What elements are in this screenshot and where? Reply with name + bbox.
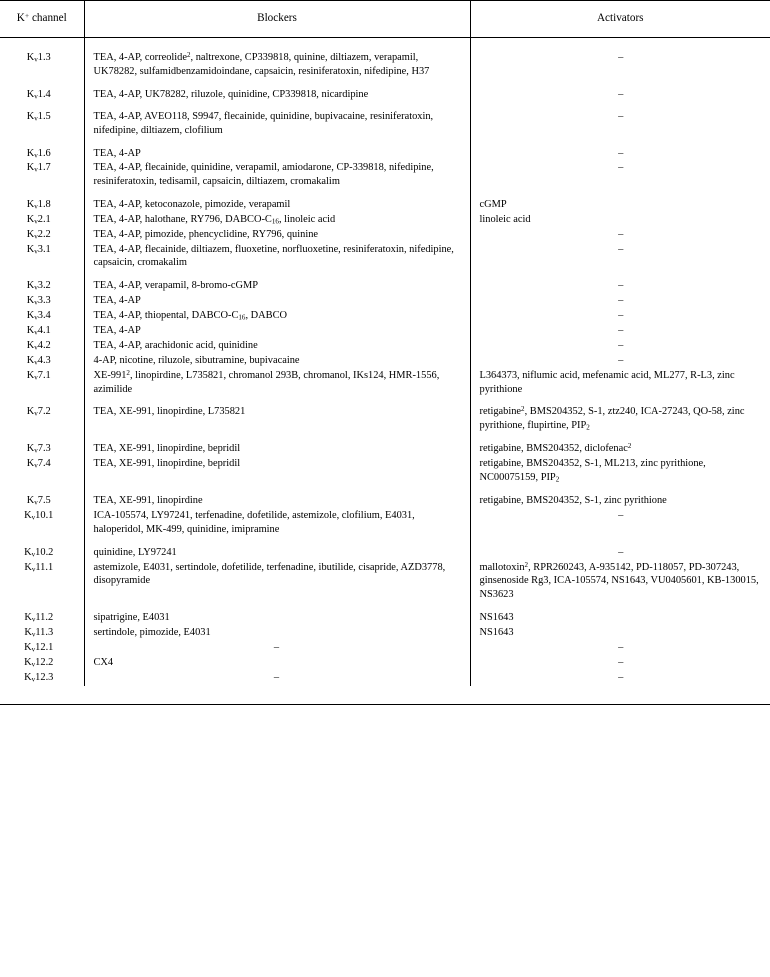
channel-name-cell: $K_v11.3$: [0, 626, 84, 641]
channel-name-cell: $K_v3.1$: [0, 243, 84, 280]
column-header-blockers: Blockers: [84, 1, 470, 38]
blockers-cell: TEA, XE-991, linopirdine, L735821: [84, 405, 470, 442]
activators-cell: mallotoxin$^2$, RPR260243, A-935142, PD-118057, PD-307243, ginsenoside Rg3, ICA-105574, NS1643, VU0405601, KB-130015, NS3623: [479, 560, 759, 601]
activators-cell: –: [618, 228, 624, 240]
channel-name-cell: $K_v4.2$: [0, 339, 84, 354]
activators-cell: –: [618, 325, 624, 337]
footer-spacer-row: [0, 686, 770, 705]
activators-cell: cGMP: [479, 198, 507, 210]
channel-name-cell: $K_v1.7$: [0, 161, 84, 198]
blockers-cell: TEA, 4-AP, thiopental, DABCO-$C_{16}$, DABCO: [84, 309, 470, 324]
activators-cell: –: [618, 88, 624, 100]
channel-name-cell: $K_v3.4$: [0, 309, 84, 324]
table-row: [0, 626, 770, 641]
blockers-cell: TEA, 4-AP, verapamil, 8-bromo-cGMP: [84, 279, 470, 294]
activators-cell: –: [618, 243, 624, 255]
blockers-cell: CX4: [84, 656, 470, 671]
channel-name-cell: $K_v10.2$: [0, 546, 84, 561]
blockers-cell: –: [84, 641, 470, 656]
table-row: [0, 405, 770, 442]
channel-name-cell: $K_v10.1$: [0, 509, 84, 546]
channel-name-cell: $K_v7.5$: [0, 494, 84, 509]
table-row: [0, 213, 770, 228]
channel-name-cell: $K_v7.2$: [0, 405, 84, 442]
table-row: [0, 611, 770, 626]
blockers-cell: TEA, 4-AP: [84, 324, 470, 339]
channel-name-cell: $K_v4.1$: [0, 324, 84, 339]
blockers-cell: TEA, 4-AP, arachidonic acid, quinidine: [84, 339, 470, 354]
channel-name-cell: $K_v12.1$: [0, 641, 84, 656]
activators-cell: –: [618, 546, 624, 558]
activators-cell: NS1643: [479, 612, 514, 624]
table-row: [0, 243, 770, 280]
table-row: [0, 198, 770, 213]
activators-cell: –: [618, 162, 624, 174]
blockers-cell: TEA, 4-AP, correolide$^2$, naltrexone, CP339818, quinine, diltiazem, verapamil, UK78282, sulfamidbenzamidoindane, capsaicin, resiniferatoxin, nifedipine, H37: [84, 37, 470, 87]
activators-cell: retigabine$^2$, BMS204352, S-1, ztz240, ICA-27243, QO-58, zinc pyrithione, flupirtine, $PIP_2$: [479, 405, 745, 432]
channel-name-cell: $K_v1.4$: [0, 88, 84, 111]
activators-cell: –: [618, 671, 624, 683]
header-row: [0, 1, 770, 38]
table-row: [0, 161, 770, 198]
table-row: [0, 279, 770, 294]
footer-spacer-cell-1: [0, 686, 84, 705]
blockers-cell: TEA, XE-991, linopirdine, bepridil: [84, 457, 470, 494]
blockers-cell: TEA, 4-AP, halothane, RY796, DABCO-$C_{16}$, linoleic acid: [84, 213, 470, 228]
blockers-cell: TEA, 4-AP, ketoconazole, pimozide, verapamil: [84, 198, 470, 213]
blockers-cell: TEA, 4-AP, flecainide, diltiazem, fluoxetine, norfluoxetine, resiniferatoxin, nifedipine, capsaicin, cromakalim: [84, 243, 470, 280]
table-row: [0, 324, 770, 339]
channel-name-cell: $K_v1.5$: [0, 110, 84, 147]
table-row: [0, 354, 770, 369]
channel-name-cell: $K_v2.2$: [0, 228, 84, 243]
activators-cell: –: [618, 509, 624, 521]
blockers-cell: –: [84, 671, 470, 686]
activators-cell: retigabine, BMS204352, S-1, zinc pyrithione: [479, 494, 667, 506]
blockers-cell: $XE-991^2$, linopirdine, L735821, chromanol 293B, chromanol, IKs124, HMR-1556, azimilide: [84, 369, 470, 406]
footer-rule-row: [0, 704, 770, 705]
table-bottom-rule: [0, 704, 770, 705]
activators-cell: L364373, niflumic acid, mefenamic acid, ML277, R-L3, zinc pyrithione: [479, 369, 735, 395]
activators-cell: NS1643: [479, 627, 514, 639]
footer-spacer-cell-2: [84, 686, 470, 705]
table-row: [0, 147, 770, 161]
activators-cell: –: [618, 51, 624, 63]
table-header: [0, 1, 770, 38]
activators-cell: retigabine, BMS204352, diclofenac$^2$: [479, 442, 632, 455]
channel-name-cell: $K_v11.1$: [0, 561, 84, 612]
table-row: [0, 110, 770, 147]
channel-name-cell: $K_v11.2$: [0, 611, 84, 626]
footer-spacer-cell-3: [470, 686, 770, 705]
blockers-cell: astemizole, E4031, sertindole, dofetilide, terfenadine, ibutilide, cisapride, AZD3778, disopyramide: [84, 561, 470, 612]
activators-cell: retigabine, BMS204352, S-1, ML213, zinc pyrithione, NC00075159, $PIP_2$: [479, 458, 706, 484]
channel-name-cell: $K_v2.1$: [0, 213, 84, 228]
blockers-cell: TEA, XE-991, linopirdine, bepridil: [84, 442, 470, 457]
table-row: [0, 309, 770, 324]
activators-cell: –: [618, 339, 624, 351]
channel-name-cell: $K_v1.3$: [0, 37, 84, 87]
activators-cell: –: [618, 295, 624, 307]
channel-name-cell: $K_v3.2$: [0, 279, 84, 294]
table-footer: [0, 686, 770, 705]
table-row: [0, 641, 770, 656]
table-row: [0, 228, 770, 243]
activators-cell: –: [618, 280, 624, 292]
activators-cell: linoleic acid: [479, 213, 531, 225]
blockers-cell: quinidine, LY97241: [84, 546, 470, 561]
channel-name-cell: $K_v1.8$: [0, 198, 84, 213]
channel-name-cell: $K_v4.3$: [0, 354, 84, 369]
channel-name-cell: $K_v1.6$: [0, 147, 84, 161]
channel-name-cell: $K_v12.3$: [0, 671, 84, 686]
channel-name-cell: $K_v12.2$: [0, 656, 84, 671]
blockers-cell: TEA, 4-AP: [84, 294, 470, 309]
table-row: [0, 442, 770, 457]
table-row: [0, 88, 770, 111]
blockers-cell: sertindole, pimozide, E4031: [84, 626, 470, 641]
blockers-cell: TEA, 4-AP, flecainide, quinidine, verapamil, amiodarone, CP-339818, nifedipine, resiniferatoxin, tedisamil, capsaicin, diltiazem, cromakalim: [84, 161, 470, 198]
table-row: [0, 339, 770, 354]
table-row: [0, 294, 770, 309]
activators-cell: –: [618, 354, 624, 366]
blockers-cell: TEA, 4-AP, AVEO118, S9947, flecainide, quinidine, bupivacaine, resiniferatoxin, nifedipine, diltiazem, clofilium: [84, 110, 470, 147]
table-row: [0, 369, 770, 406]
activators-cell: –: [618, 111, 624, 123]
blockers-cell: TEA, XE-991, linopirdine: [84, 494, 470, 509]
table-row: [0, 457, 770, 494]
activators-cell: –: [618, 310, 624, 322]
channel-name-cell: $K_v3.3$: [0, 294, 84, 309]
table-row: [0, 494, 770, 509]
activators-cell: –: [618, 656, 624, 668]
table-row: [0, 671, 770, 686]
table-row: [0, 546, 770, 561]
blockers-cell: sipatrigine, E4031: [84, 611, 470, 626]
activators-cell: –: [618, 148, 624, 160]
blockers-cell: TEA, 4-AP: [84, 147, 470, 161]
blockers-cell: TEA, 4-AP, UK78282, riluzole, quinidine, CP339818, nicardipine: [84, 88, 470, 111]
channel-name-cell: $K_v7.1$: [0, 369, 84, 406]
blockers-cell: ICA-105574, LY97241, terfenadine, dofetilide, astemizole, clofilium, E4031, haloperidol, MK-499, quinidine, imipramine: [84, 509, 470, 546]
activators-cell: –: [618, 641, 624, 653]
table-row: [0, 656, 770, 671]
channel-name-cell: $K_v7.4$: [0, 457, 84, 494]
blockers-cell: 4-AP, nicotine, riluzole, sibutramine, bupivacaine: [84, 354, 470, 369]
column-header-activators: Activators: [470, 1, 770, 38]
channel-name-cell: $K_v7.3$: [0, 442, 84, 457]
table-body: [0, 37, 770, 685]
table-row: [0, 37, 770, 87]
table-row: [0, 509, 770, 546]
column-header-channel: K+ channel: [0, 1, 84, 38]
table-row: [0, 561, 770, 612]
blockers-cell: TEA, 4-AP, pimozide, phencyclidine, RY796, quinine: [84, 228, 470, 243]
